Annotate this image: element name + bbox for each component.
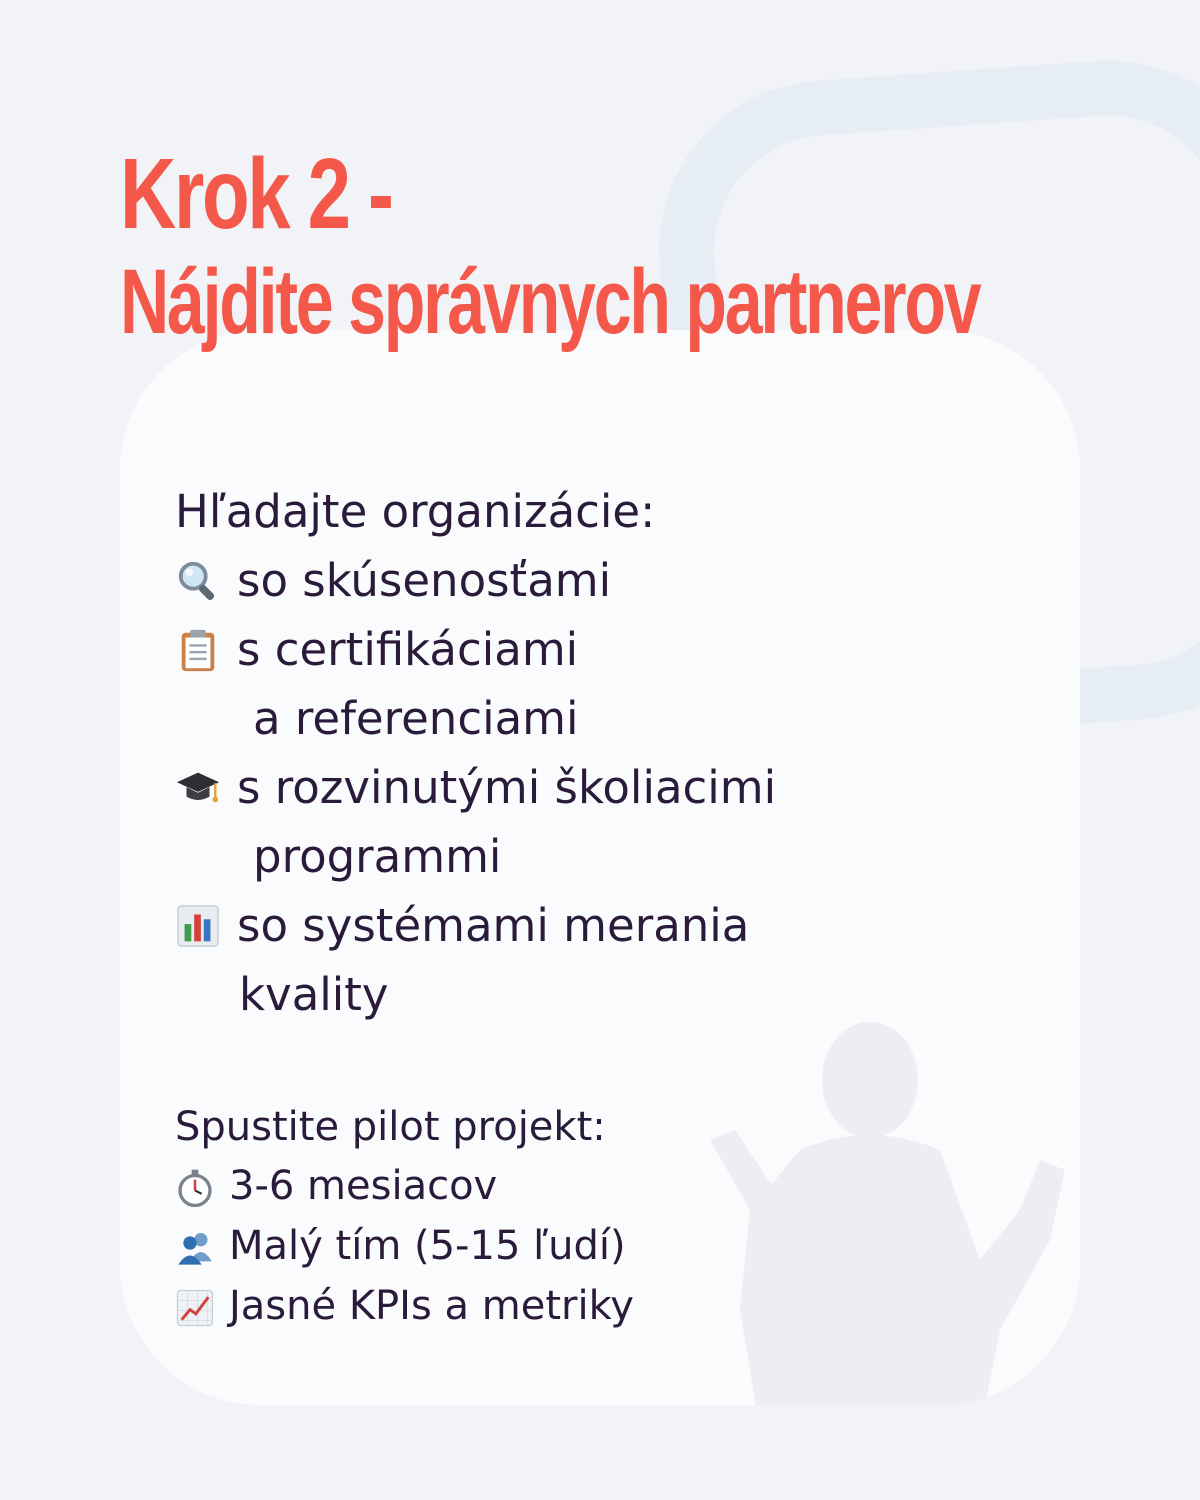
title-line-1: Krok 2 -	[120, 138, 392, 250]
pilot-heading: Spustite pilot projekt:	[175, 1104, 606, 1150]
item-text: so systémami merania	[237, 899, 750, 952]
item-text-continued: a referenciami	[253, 692, 579, 745]
item-text: Malý tím (5-15 ľudí)	[229, 1223, 626, 1269]
pilot-section	[175, 1098, 634, 1336]
item-text: 3-6 mesiacov	[229, 1163, 498, 1209]
people-icon	[175, 1228, 215, 1268]
stopwatch-icon	[175, 1168, 215, 1208]
list-item-duration	[175, 1156, 634, 1216]
graduation-cap-icon	[175, 765, 221, 811]
title-line-2: Nájdite správnych partnerov	[120, 251, 980, 353]
item-text-continued: kvality	[239, 968, 389, 1021]
item-text: so skúsenosťami	[237, 554, 612, 607]
page-title	[120, 138, 1200, 354]
item-text: s rozvinutými školiacimi	[237, 761, 777, 814]
item-text: s certifikáciami	[237, 623, 579, 676]
list-item-kpis	[175, 1276, 634, 1336]
item-text: Jasné KPIs a metriky	[229, 1283, 634, 1329]
list-item-team	[175, 1216, 634, 1276]
organizations-heading: Hľadajte organizácie:	[175, 485, 656, 538]
trend-chart-icon	[175, 1288, 215, 1328]
presenter-silhouette	[680, 1010, 1080, 1405]
bar-chart-icon	[175, 903, 221, 949]
magnifier-icon	[175, 558, 221, 604]
clipboard-icon	[175, 627, 221, 673]
list-item-quality	[175, 891, 776, 1029]
item-text-continued: programmi	[253, 830, 502, 883]
list-item-training	[175, 753, 776, 891]
list-item-experience	[175, 546, 776, 615]
list-item-certifications	[175, 615, 776, 753]
organizations-section	[175, 478, 776, 1029]
